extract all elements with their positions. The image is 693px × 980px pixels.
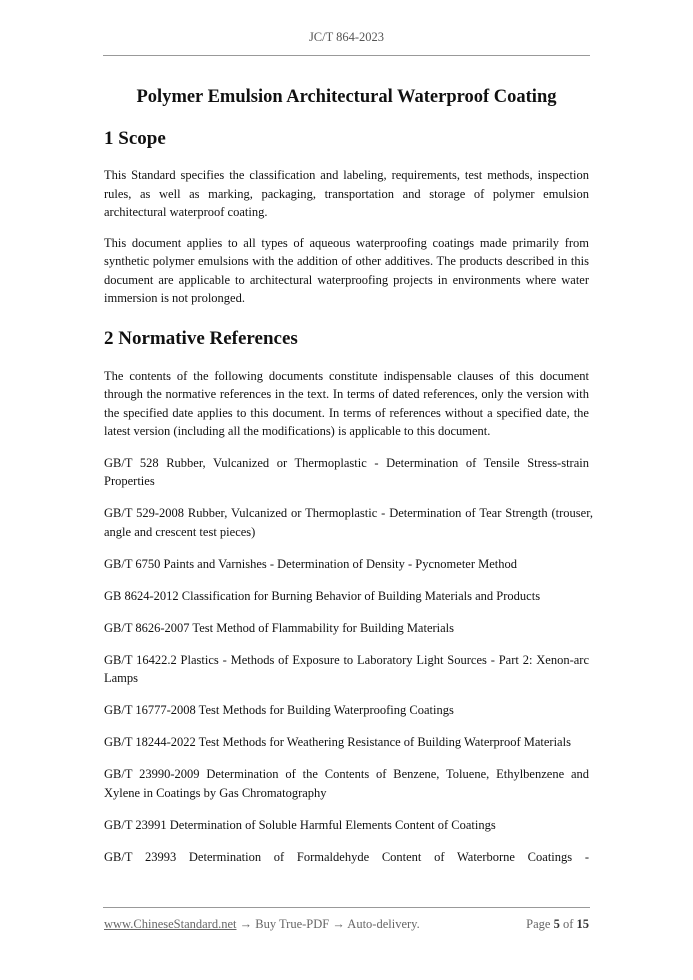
reference-item: GB/T 16777-2008 Test Methods for Building Waterproofing Coatings xyxy=(104,703,454,717)
total-pages: 15 xyxy=(576,917,589,931)
header-divider xyxy=(103,55,590,56)
scope-paragraph: This document applies to all types of aqueous waterproofing coatings made primarily from synthetic polymer emulsions with the addition of other additives. The products described in this document are applicable to architectural waterproofing projects in environments where water immersion is not prolonged. xyxy=(104,235,589,305)
footer-promo-text: → Buy True-PDF → Auto-delivery. xyxy=(236,917,420,931)
page-label: Page xyxy=(526,917,551,931)
normative-intro-paragraph: The contents of the following documents constitute indispensable clauses of this document through the normative references in the text. In terms of dated references, only the version with the specified date applies to this document. In terms of references without a specified date, the latest version (including all the modifications) is applicable to this document. xyxy=(104,368,589,438)
reference-item: GB/T 529-2008 Rubber, Vulcanized or Thermoplastic - Determination of Tear Strength (trouser, angle and crescent test pieces) xyxy=(104,506,593,539)
document-title: Polymer Emulsion Architectural Waterproof Coating xyxy=(136,87,557,107)
page-content xyxy=(104,86,593,880)
reference-item: GB/T 23993 Determination of Formaldehyde Content of Waterborne Coatings - xyxy=(104,849,589,864)
reference-item: GB/T 23990-2009 Determination of the Contents of Benzene, Toluene, Ethylbenzene and Xylene in Coatings by Gas Chromatography xyxy=(104,767,589,800)
section-heading-scope: 1 Scope xyxy=(104,128,166,149)
section-heading-normative-references: 2 Normative References xyxy=(104,327,298,349)
document-code-header: JC/T 864-2023 xyxy=(308,30,385,44)
footer-divider xyxy=(103,907,590,908)
footer-promo xyxy=(104,917,420,932)
reference-item: GB/T 16422.2 Plastics - Methods of Exposure to Laboratory Light Sources - Part 2: Xenon-arc Lamps xyxy=(104,652,589,685)
reference-item: GB/T 6750 Paints and Varnishes - Determination of Density - Pycnometer Method xyxy=(104,556,518,571)
reference-item: GB 8624-2012 Classification for Burning Behavior of Building Materials and Products xyxy=(104,588,541,603)
site-link[interactable]: www.ChineseStandard.net xyxy=(104,917,237,931)
of-label: of xyxy=(562,917,574,931)
page-indicator xyxy=(526,917,589,932)
reference-item: GB/T 528 Rubber, Vulcanized or Thermoplastic - Determination of Tensile Stress-strain Properties xyxy=(104,455,589,488)
reference-item: GB/T 18244-2022 Test Methods for Weathering Resistance of Building Waterproof Materials xyxy=(104,735,571,749)
page-number: 5 xyxy=(553,917,560,931)
reference-item: GB/T 8626-2007 Test Method of Flammability for Building Materials xyxy=(104,620,455,635)
reference-item: GB/T 23991 Determination of Soluble Harmful Elements Content of Coatings xyxy=(104,817,496,832)
scope-paragraph: This Standard specifies the classification and labeling, requirements, test methods, inspection rules, as well as marking, packaging, transportation and storage of polymer emulsion architectural waterproof coating. xyxy=(104,168,589,219)
